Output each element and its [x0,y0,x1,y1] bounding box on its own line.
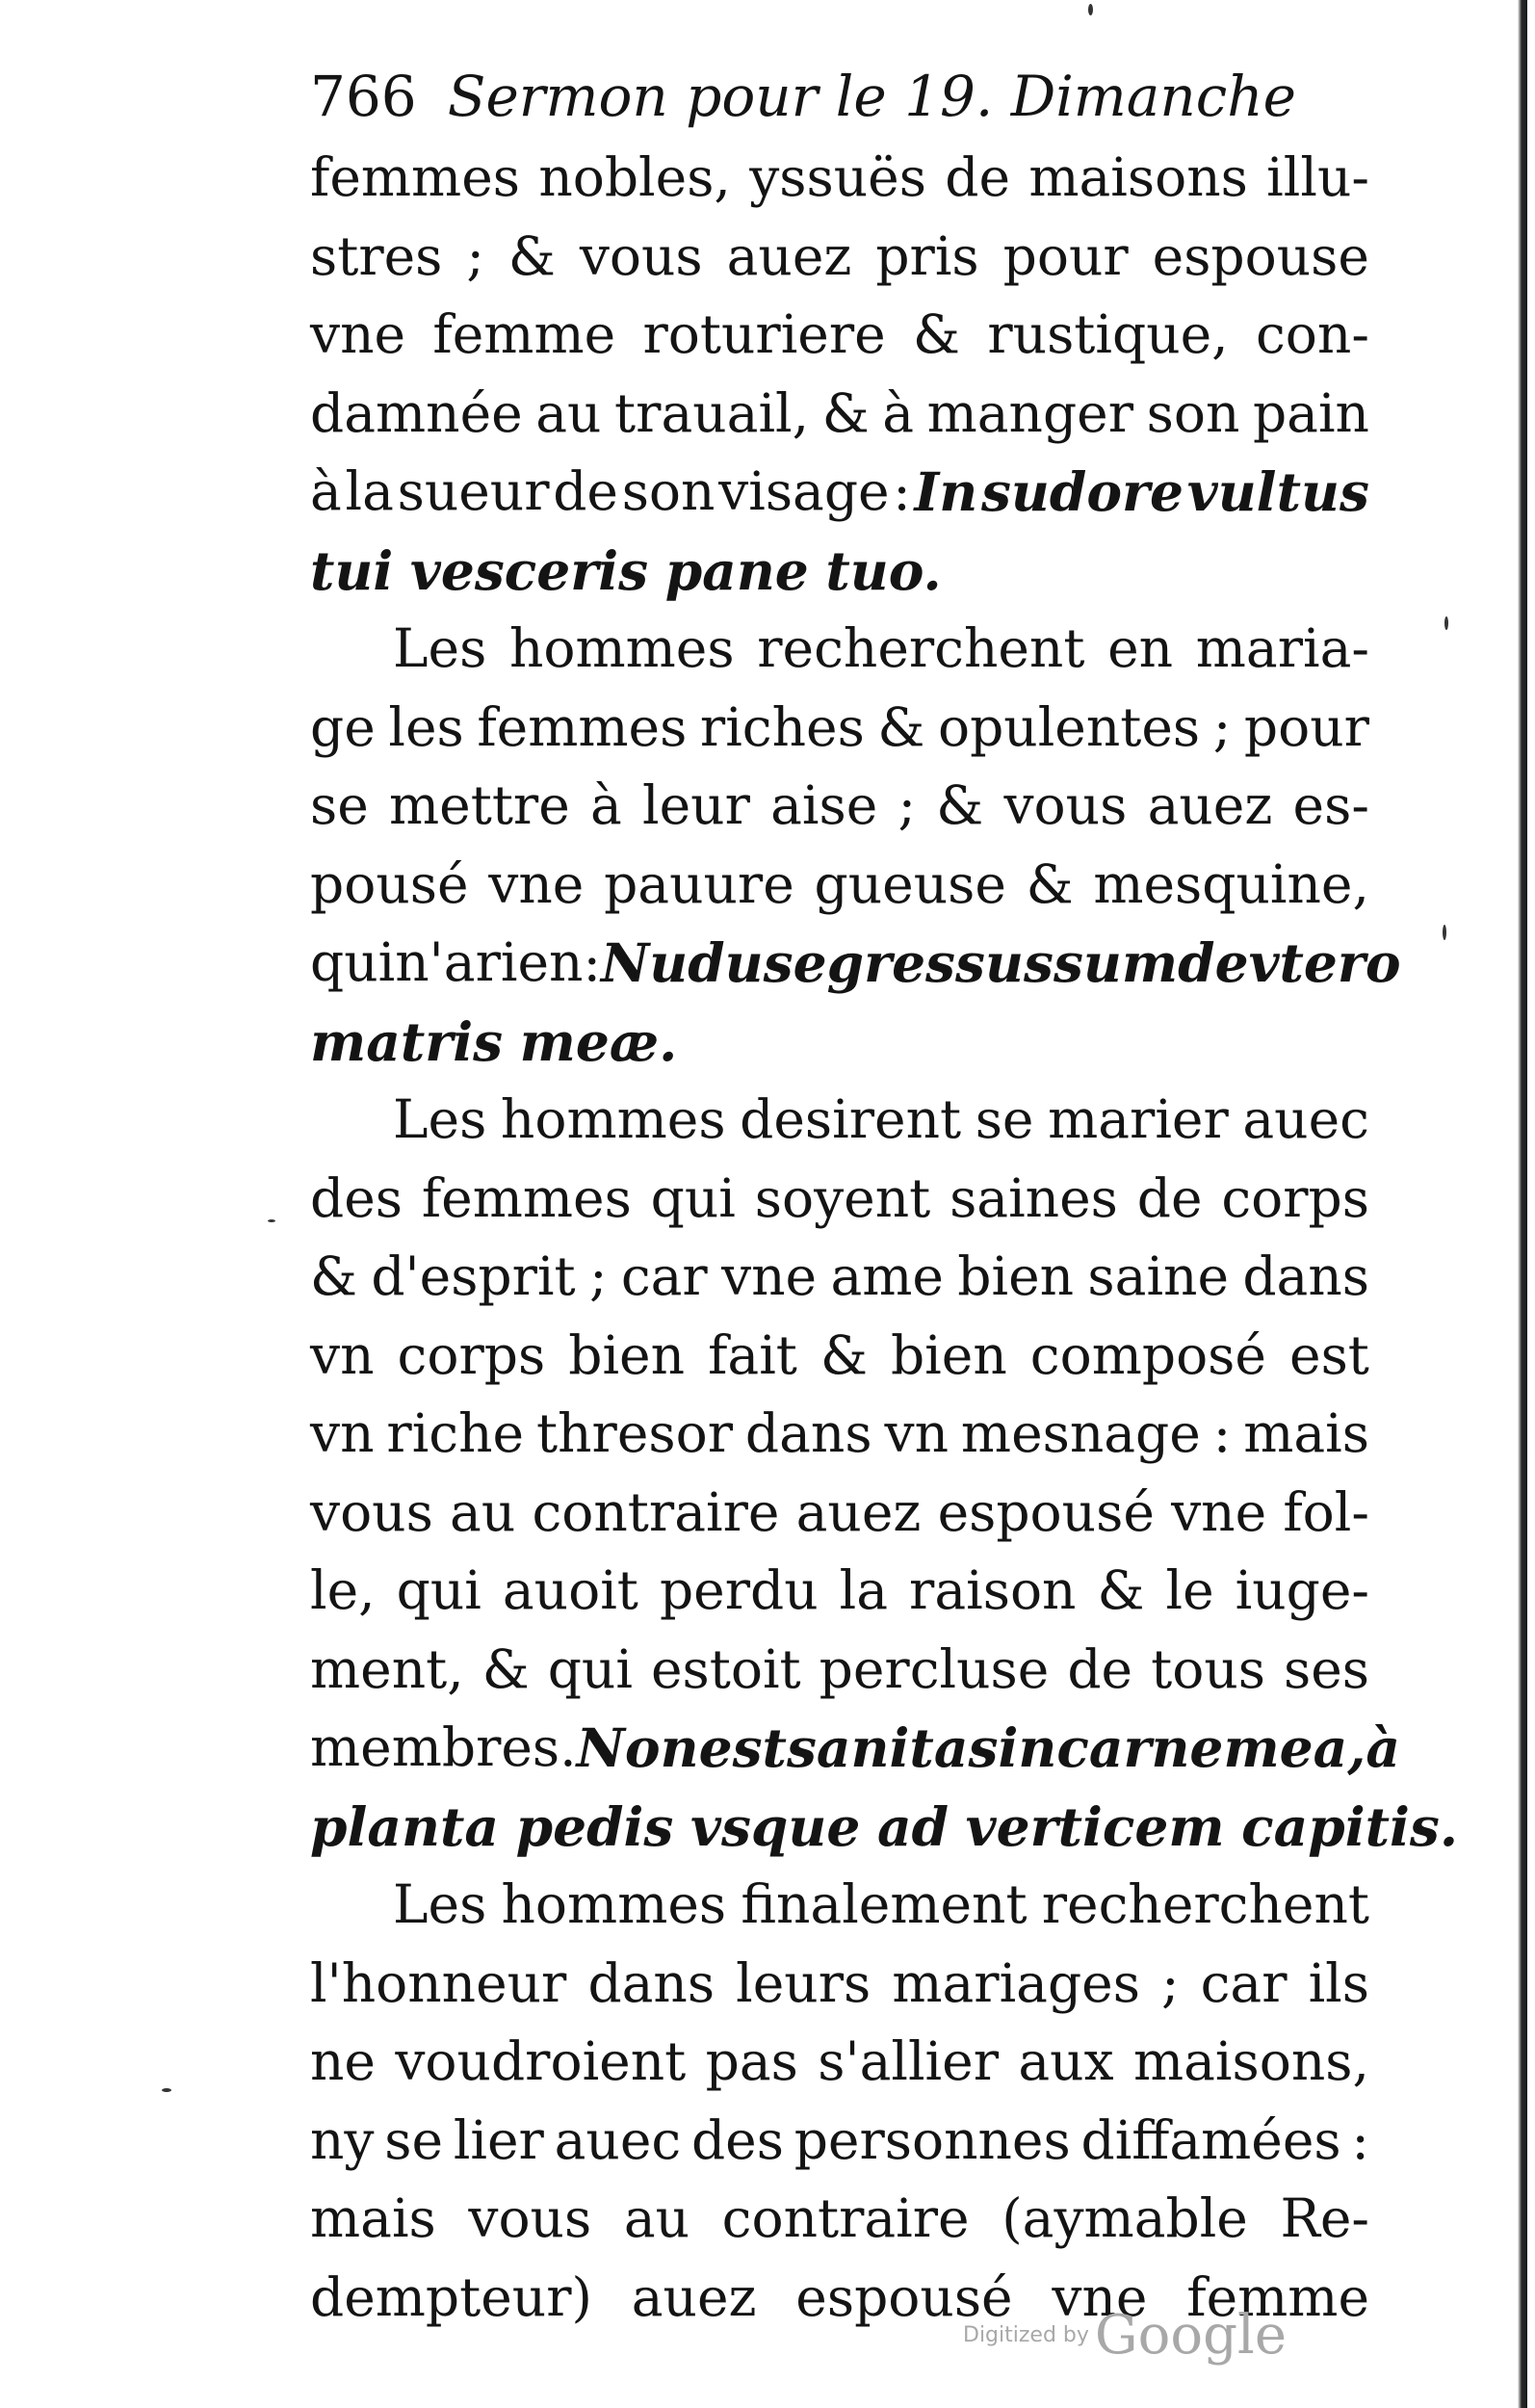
word: perdu [659,1559,819,1621]
word: : [1212,1402,1232,1464]
text-line [310,375,1369,454]
latin-quote-word: egressus [793,931,1054,994]
word: pas [705,2030,798,2092]
word: composé [1029,1323,1266,1386]
latin-quote-word: planta [310,1794,500,1858]
word: de [553,460,618,522]
word: d'esprit [371,1245,576,1307]
word: & [821,381,870,444]
word: & [481,1637,530,1700]
text-line [310,1552,1369,1631]
word: & [913,303,961,365]
word: & [820,1323,868,1386]
word: recherchent [1041,1873,1369,1935]
word: à [310,460,342,522]
text-line [310,846,1369,925]
word: fol- [1283,1480,1369,1543]
word: de [945,146,1011,208]
word: bien [957,1245,1075,1307]
latin-quote-word: Non [576,1716,699,1779]
text-line [310,924,1401,1003]
word: vne [1052,2265,1148,2328]
word: ; [1161,1951,1180,2014]
word: hommes [501,1873,727,1935]
word: vn [884,1402,949,1464]
word: bien [890,1323,1007,1386]
word: le [1165,1559,1214,1621]
word: estoit [650,1637,801,1700]
word: hommes [508,617,735,679]
word: raison [909,1559,1077,1621]
word: n'a [395,931,476,993]
watermark-prefix: Digitized by [963,2323,1089,2347]
word: nobles, [538,146,731,208]
word: à [882,381,915,444]
word: ; [898,774,917,836]
text-line [310,2180,1369,2259]
word: maisons, [1132,2030,1369,2092]
latin-quote-word: capitis. [1241,1794,1459,1858]
latin-quote-word: pane [664,538,809,602]
word: tous [1151,1637,1265,1700]
text-line [310,1788,1459,1867]
word: car [620,1245,708,1307]
text-line [310,1081,1369,1160]
word: es- [1292,774,1369,836]
word: est [1289,1323,1369,1386]
word: (aymable [1002,2187,1248,2249]
word: auec [554,2108,682,2171]
word: ; [588,1245,608,1307]
text-line [310,1395,1369,1474]
latin-quote-word: tui [310,538,394,602]
latin-quote-word: carne [1056,1716,1224,1779]
word: car [1200,1951,1288,2014]
text-line [310,453,1369,532]
word: visage [718,460,890,522]
word: qui [547,1637,633,1700]
word: au [450,1480,516,1543]
word: illu- [1266,146,1369,208]
word: mesnage [960,1402,1201,1464]
word: femmes [421,1166,632,1229]
word: saines [950,1166,1118,1229]
latin-quote-word: pedis [515,1794,674,1858]
word: contraire [721,2187,970,2249]
word: finalement [741,1873,1028,1935]
latin-quote-word: vesceris [409,538,649,602]
latin-quote-word: tuo. [825,538,942,602]
latin-quote-word: mea, [1223,1716,1366,1779]
word: vous [579,224,703,287]
word: vn [310,1323,375,1386]
word: & [936,774,984,836]
word: opulentes [937,695,1201,758]
page-text [310,56,1459,2337]
word: vous [310,1480,433,1543]
word: de [1136,1166,1203,1229]
word: marier [1048,1088,1229,1150]
word: & [1097,1559,1145,1621]
word: ses [1284,1637,1369,1700]
ink-speck [1443,925,1446,940]
digitization-watermark [963,2304,1287,2367]
word: se [384,2108,444,2171]
word: des [690,2108,784,2171]
word: pour [1002,224,1129,287]
word: leur [642,774,750,836]
latin-quote-word: matris [310,1009,504,1073]
word: femmes [310,146,520,208]
word: stres [310,224,443,287]
word: en [1107,617,1174,679]
text-line [310,532,1369,611]
text-line [310,296,1369,375]
word: mais [310,2187,436,2249]
word: auoit [502,1559,638,1621]
word: dans [1242,1245,1369,1307]
word: bien [568,1323,686,1386]
word: ment, [310,1637,464,1700]
page-number: 766 [310,64,417,129]
text-line [310,218,1369,297]
word: s'allier [818,2030,999,2092]
text-line [310,1160,1369,1239]
page-edge-shadow [1518,0,1527,2408]
word: mesquine, [1093,852,1369,915]
ink-speck [268,1219,275,1222]
word: se [975,1088,1034,1150]
word: yssuës [749,146,926,208]
word: Les [393,1873,487,1935]
word: espouse [1152,224,1369,287]
word: des [310,1166,403,1229]
word: au [623,2187,690,2249]
word: roturiere [642,303,886,365]
word: riches [699,695,865,758]
text-line [310,1317,1369,1396]
text-line [310,1866,1369,1945]
word: qui [650,1166,736,1229]
latin-quote-word: verticem [965,1794,1225,1858]
word: pris [875,224,979,287]
word: ny [310,2108,375,2171]
word: auez [1147,774,1273,836]
word: mettre [389,774,570,836]
word: qui [310,931,396,993]
word: : [583,931,601,993]
word: percluse [819,1637,1050,1700]
word: saine [1087,1245,1229,1307]
text-line [310,1631,1369,1710]
word: vous [468,2187,592,2249]
word: à [590,774,622,836]
word: son [1146,381,1240,444]
text-line [310,767,1369,846]
word: le, [310,1559,376,1621]
word: de [1067,1637,1133,1700]
word: hommes [500,1088,726,1150]
word: vne [1171,1480,1267,1543]
word: diffamées [1080,2108,1341,2171]
word: iuge- [1235,1559,1369,1621]
text-line [310,1709,1401,1788]
word: maisons [1028,146,1248,208]
word: thresor [536,1402,733,1464]
word: & [877,695,925,758]
latin-quote-word: sudore [980,460,1184,523]
ink-speck [162,2088,171,2092]
word: Les [393,617,487,679]
word: trauail, [614,381,810,444]
word: : [1351,2108,1369,2171]
ink-speck [1444,616,1448,630]
word: damnée [310,381,523,444]
word: recherchent [757,617,1085,679]
word: pain [1252,381,1369,444]
word: femme [1186,2265,1369,2328]
word: voudroient [395,2030,687,2092]
word: corps [397,1323,546,1386]
ink-speck [1088,4,1093,15]
word: & [310,1245,357,1307]
latin-quote-word: sum [1053,931,1179,994]
latin-quote-word: In [914,460,978,523]
word: lier [453,2108,544,2171]
text-line [310,1945,1369,2024]
word: dempteur) [310,2265,592,2328]
text-line [310,2023,1369,2102]
word: la [345,460,394,522]
word: espousé [795,2265,1013,2328]
latin-quote-word: de [1178,931,1249,994]
word: vne [310,303,406,365]
latin-quote-word: in [998,1716,1057,1779]
word: dans [744,1402,872,1464]
word: les [388,695,464,758]
word: & [507,224,556,287]
word: ne [310,2030,376,2092]
word: son [621,460,715,522]
latin-quote-word: vtero [1248,931,1401,994]
word: pauure [604,852,794,915]
word: aux [1018,2030,1114,2092]
word: dans [587,1951,715,2014]
word: vne [488,852,585,915]
word: ; [1212,695,1232,758]
word: se [310,774,369,836]
word: sueur [397,460,550,522]
text-line [310,1238,1369,1317]
latin-quote-word: vultus [1186,460,1369,523]
word: rien [475,931,584,993]
word: femmes [477,695,688,758]
word: mais [1243,1402,1369,1464]
word: Les [393,1088,487,1150]
word: membres. [310,1716,577,1778]
word: vous [1003,774,1128,836]
word: qui [396,1559,481,1621]
text-line [310,610,1369,689]
latin-quote-word: à [1366,1716,1401,1779]
word: auec [1242,1088,1369,1150]
word: vn [310,1402,375,1464]
word: leurs [736,1951,872,2014]
body-text [310,139,1459,2337]
word: au [535,381,602,444]
latin-quote-word: vsque [689,1794,861,1858]
text-line [310,1003,1369,1082]
text-line [310,689,1369,768]
word: maria- [1195,617,1369,679]
word: gueuse [814,852,1006,915]
word: pour [1243,695,1369,758]
word: manger [926,381,1134,444]
latin-quote-word: est [698,1716,787,1779]
word: riche [386,1402,525,1464]
text-line [310,2102,1369,2181]
word: contraire [532,1480,780,1543]
latin-quote-word: meæ. [519,1009,678,1073]
text-line [310,139,1369,218]
word: auez [795,1480,922,1543]
word: ; [466,224,484,287]
word: ils [1308,1951,1369,2014]
word: espousé [937,1480,1155,1543]
word: corps [1221,1166,1369,1229]
word: aise [770,774,878,836]
word: soyent [754,1166,931,1229]
word: personnes [794,2108,1071,2171]
word: vne [721,1245,818,1307]
word: fait [708,1323,797,1386]
word: pousé [310,852,469,915]
text-line [310,1474,1369,1553]
word: femme [432,303,616,365]
word: l'honneur [310,1951,567,2014]
word: Re- [1280,2187,1369,2249]
latin-quote-word: Nudus [600,931,794,994]
word: con- [1256,303,1369,365]
google-logo: Google [1094,2304,1287,2367]
word: : [893,460,911,522]
word: rustique, [987,303,1229,365]
running-header [310,56,1369,137]
word: auez [631,2265,757,2328]
latin-quote-word: ad [876,1794,950,1858]
word: la [839,1559,889,1621]
word: ge [310,695,376,758]
word: ame [830,1245,944,1307]
latin-quote-word: sanitas [786,1716,999,1779]
word: mariages [892,1951,1140,2014]
word: desirent [740,1088,962,1150]
word: auez [726,224,852,287]
word: & [1026,852,1074,915]
running-title: Sermon pour le 19. Dimanche [447,64,1296,129]
